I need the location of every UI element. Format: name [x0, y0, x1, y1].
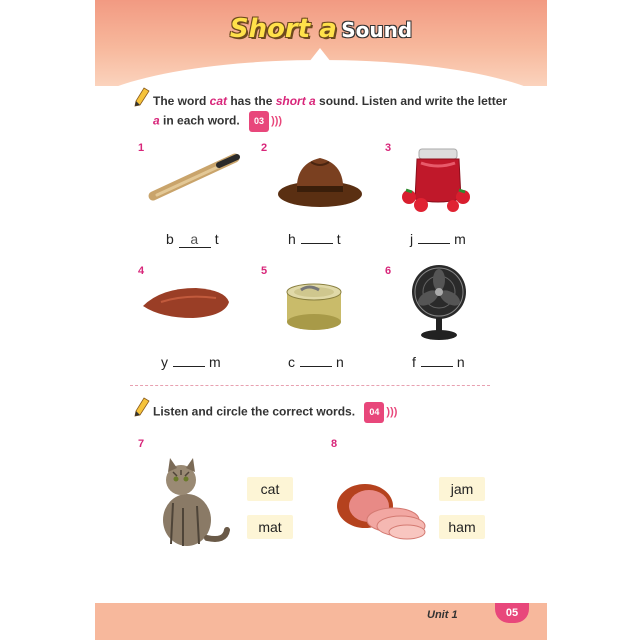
ham-image	[335, 478, 427, 540]
answer-blank[interactable]: a	[179, 231, 211, 248]
option-mat-chip[interactable]: mat	[247, 515, 293, 539]
pencil-icon	[135, 398, 149, 416]
page-number-badge: 05	[495, 603, 529, 623]
item-number: 5	[261, 265, 268, 277]
answer-blank[interactable]	[301, 243, 333, 244]
item-number: 8	[331, 438, 338, 450]
word-start: f	[412, 354, 417, 370]
option-jam-chip[interactable]: jam	[439, 477, 485, 501]
can-image	[283, 280, 345, 335]
worksheet-page	[95, 0, 547, 640]
footer-bar	[95, 603, 547, 640]
instr-text: in each word.	[159, 113, 240, 128]
sound-wave-icon: )))	[386, 406, 398, 418]
item-number: 3	[385, 142, 392, 154]
word-start: c	[288, 354, 296, 370]
title-short-a: Short a	[229, 14, 337, 44]
instr-text: has the	[227, 94, 276, 108]
instr-word-short-a: short a	[275, 94, 316, 108]
word-2	[288, 231, 342, 247]
answer-blank[interactable]	[421, 366, 453, 367]
instruction-1	[153, 92, 513, 132]
word-end: m	[454, 231, 467, 247]
header-notch	[309, 48, 331, 62]
word-end: t	[336, 231, 342, 247]
word-3	[410, 231, 467, 247]
option-ham-chip[interactable]: ham	[439, 515, 485, 539]
item-number: 4	[138, 265, 145, 277]
option-cat-chip[interactable]: cat	[247, 477, 293, 501]
word-end: n	[336, 354, 345, 370]
item-number: 7	[138, 438, 145, 450]
bat-image	[147, 150, 242, 205]
word-end: m	[209, 354, 222, 370]
hat-image	[275, 152, 365, 210]
word-1	[166, 231, 220, 248]
audio-track-badge[interactable]: 04	[364, 402, 384, 423]
answer-blank[interactable]	[173, 366, 205, 367]
instr-letter-a: a	[153, 113, 160, 128]
audio-track-badge[interactable]: 03	[249, 111, 269, 132]
instruction-2	[153, 402, 397, 423]
item-number: 2	[261, 142, 268, 154]
section-divider	[130, 385, 490, 386]
instr-text: sound. Listen and write the letter	[315, 94, 508, 108]
item-number: 6	[385, 265, 392, 277]
instr-text: Listen and circle the correct words.	[153, 404, 356, 419]
answer-blank[interactable]	[418, 243, 450, 244]
pencil-icon	[135, 88, 149, 106]
instr-text: The word	[153, 94, 210, 108]
fan-image	[407, 262, 472, 342]
unit-label: Unit 1	[427, 609, 458, 621]
page-title	[95, 14, 547, 44]
item-number: 1	[138, 142, 145, 154]
yam-image	[141, 280, 233, 325]
jam-image	[401, 145, 476, 215]
word-5	[288, 354, 345, 370]
sound-wave-icon: )))	[271, 115, 283, 127]
title-sound: Sound	[341, 18, 413, 42]
word-start: b	[166, 231, 175, 247]
instr-word-cat: cat	[209, 94, 228, 108]
word-end: n	[456, 354, 466, 370]
word-4	[161, 354, 222, 370]
word-end: t	[214, 231, 220, 247]
word-start: h	[288, 231, 297, 247]
word-start: j	[410, 231, 415, 247]
answer-blank[interactable]	[300, 366, 332, 367]
cat-image	[153, 458, 231, 548]
word-start: y	[161, 354, 169, 370]
word-6	[412, 354, 466, 370]
